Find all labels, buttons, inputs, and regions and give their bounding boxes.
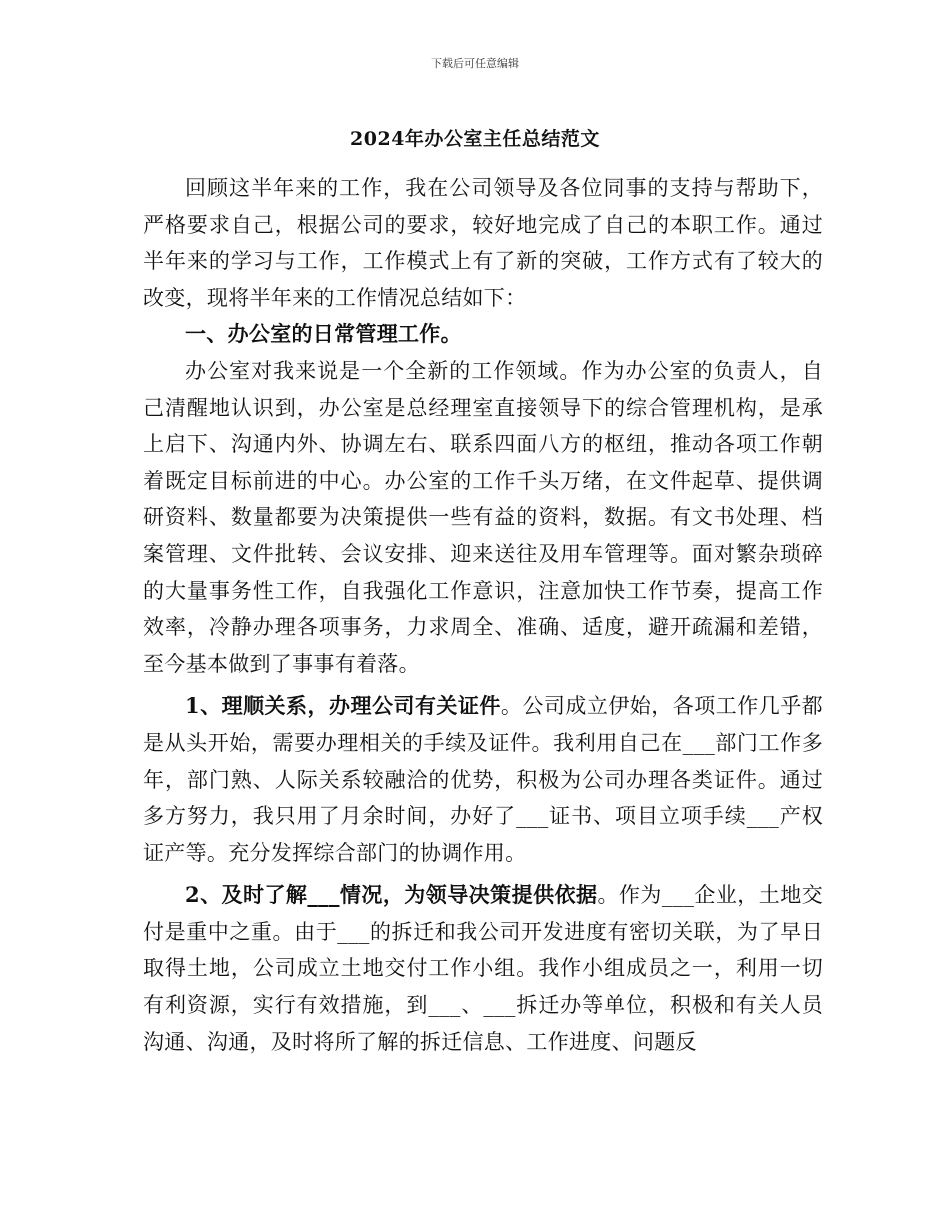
item-1-lead: 1、理顺关系，办理公司有关证件 bbox=[185, 693, 501, 719]
section-1-heading: 一、办公室的日常管理工作。 bbox=[185, 321, 462, 347]
intro-paragraph: 回顾这半年来的工作，我在公司领导及各位同事的支持与帮助下，严格要求自己，根据公司的要求，较好地完成了自己的本职工作。通过半年来的学习与工作，工作模式上有了新的突破，工作方式有了较大的改变，现将半年来的工作情况总结如下： bbox=[143, 176, 823, 310]
item-2-body: 。作为___企业，土地交付是重中之重。由于___的拆迁和我公司开发进度有密切关联，为了早日取得土地，公司成立土地交付工作小组。我作小组成员之一，利用一切有利资源，实行有效措施，到___、___拆迁办等单位，积极和有关人员沟通、沟通，及时将所了解的拆迁信息、工作进度、问题反 bbox=[143, 883, 823, 1054]
page-header-note: 下载后可任意编辑 bbox=[431, 57, 519, 70]
item-1-body: 。公司成立伊始，各项工作几乎都是从头开始，需要办理相关的手续及证件。我利用自己在___部门工作多年，部门熟、人际关系较融洽的优势，积极为公司办理各类证件。通过多方努力，我只用了月余时间，办好了___证书、项目立项手续___产权证产等。充分发挥综合部门的协调作用。 bbox=[143, 694, 823, 865]
document-body bbox=[143, 170, 823, 1060]
item-2-lead: 2、及时了解___情况，为领导决策提供依据 bbox=[185, 882, 598, 908]
item-2-paragraph bbox=[143, 877, 823, 1060]
item-1-paragraph bbox=[143, 688, 823, 871]
document-title: 2024年办公室主任总结范文 bbox=[350, 128, 600, 150]
section-1-paragraph: 办公室对我来说是一个全新的工作领域。作为办公室的负责人，自己清醒地认识到，办公室是总经理室直接领导下的综合管理机构，是承上启下、沟通内外、协调左右、联系四面八方的枢纽，推动各项工作朝着既定目标前进的中心。办公室的工作千头万绪，在文件起草、提供调研资料、数量都要为决策提供一些有益的资料，数据。有文书处理、档案管理、文件批转、会议安排、迎来送往及用车管理等。面对繁杂琐碎的大量事务性工作，自我强化工作意识，注意加快工作节奏，提高工作效率，冷静办理各项事务，力求周全、准确、适度，避开疏漏和差错，至今基本做到了事事有着落。 bbox=[143, 358, 823, 676]
